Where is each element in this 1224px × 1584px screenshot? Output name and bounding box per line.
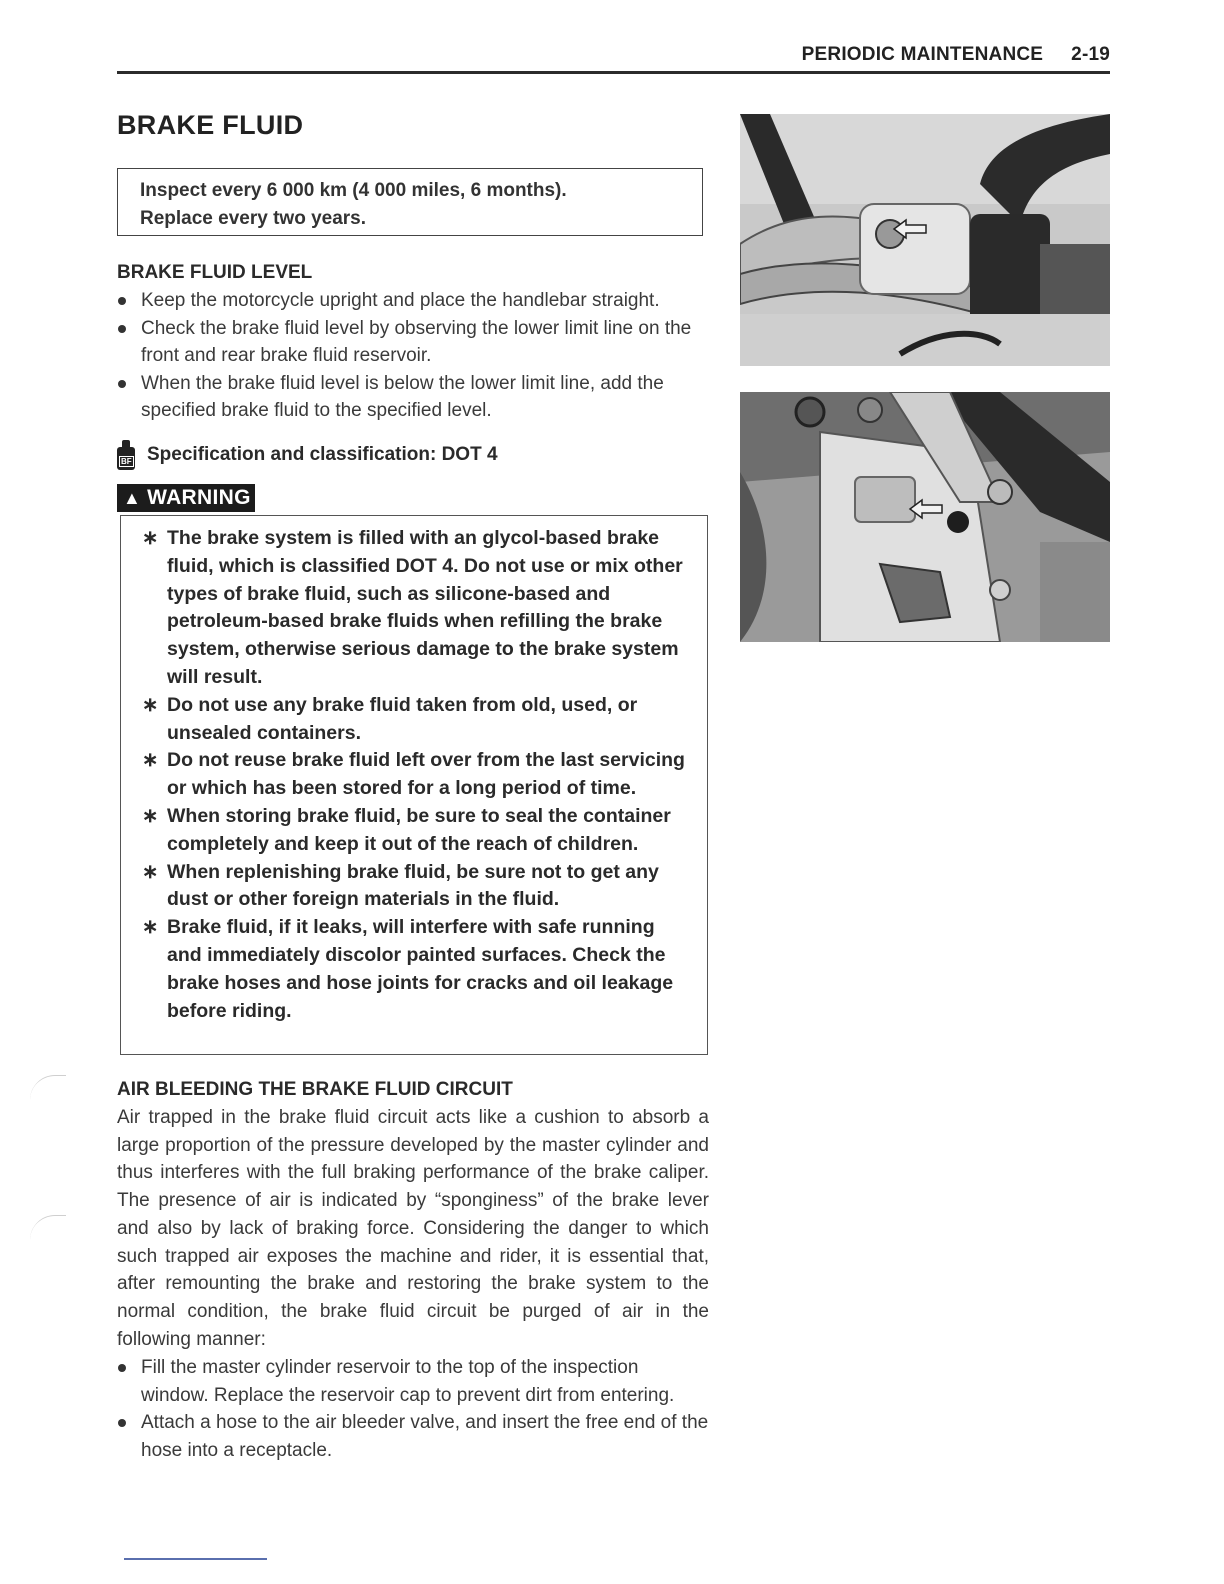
inspection-interval-box (117, 168, 703, 236)
page-title: BRAKE FLUID (117, 110, 304, 140)
arrow-left-icon (908, 498, 944, 520)
replacement-interval-text: Replace every two years. (140, 208, 367, 229)
list-item: Keep the motorcycle upright and place the handlebar straight. (117, 287, 709, 315)
warning-item: ∗ The brake system is filled with an glycol-based brake fluid, which is classified DOT 4. Do not use or mix other types of brake fluid, such as silicone-based and petroleum-based brake fluids when refilling the brake system, otherwise serious damage to the brake system will result. (140, 525, 685, 692)
level-heading: BRAKE FLUID LEVEL (117, 262, 313, 283)
warning-item: ∗ When replenishing brake fluid, be sure not to get any dust or other foreign materials in the fluid. (140, 859, 685, 915)
header-rule (117, 71, 1110, 74)
spec-line (117, 440, 498, 470)
bleeding-paragraph: Air trapped in the brake fluid circuit acts like a cushion to absorb a large proportion of the pressure developed by the master cylinder and thus interferes with the full braking performance of the brake caliper. The presence of air is indicated by “sponginess” of the brake lever and also by lack of braking force. Considering the danger to which such trapped air exposes the machine and rider, it is essential that, after remounting the brake and restoring the brake system to the normal condition, the brake fluid circuit be purged of air in the following manner: (117, 1107, 709, 1350)
brake-fluid-bottle-icon (117, 440, 135, 470)
warning-label-text: WARNING (147, 486, 251, 509)
rear-brake-reservoir-photo (740, 392, 1110, 642)
warning-list (140, 525, 685, 1025)
page-number: 2-19 (1071, 44, 1110, 65)
warning-item: ∗ Do not reuse brake fluid left over from the last servicing or which has been stored for a long period of time. (140, 747, 685, 803)
warning-label (117, 484, 255, 512)
arrow-left-icon (892, 218, 928, 240)
warning-item: ∗ Brake fluid, if it leaks, will interfere with safe running and immediately discolor painted surfaces. Check the brake hoses and hose joints for cracks and oil leakage before riding. (140, 914, 685, 1025)
list-item: When the brake fluid level is below the lower limit line, add the specified brake fluid to the specified level. (117, 370, 709, 425)
level-bullet-list (117, 287, 709, 425)
running-header (117, 44, 1110, 70)
list-item: Check the brake fluid level by observing the lower limit line on the front and rear brake fluid reservoir. (117, 315, 709, 370)
bleeding-heading: AIR BLEEDING THE BRAKE FLUID CIRCUIT (117, 1079, 513, 1100)
inspection-interval-text: Inspect every 6 000 km (4 000 miles, 6 months). (140, 180, 567, 201)
section-title: PERIODIC MAINTENANCE (801, 44, 1044, 65)
warning-triangle-icon: ▲ (123, 487, 142, 508)
warning-item: ∗ When storing brake fluid, be sure to seal the container completely and keep it out of the reach of children. (140, 803, 685, 859)
front-brake-reservoir-photo (740, 114, 1110, 366)
bleeding-bullet-list (117, 1354, 709, 1464)
margin-mark (30, 1215, 66, 1240)
bf-icon-label: BF (121, 457, 132, 466)
warning-item: ∗ Do not use any brake fluid taken from old, used, or unsealed containers. (140, 692, 685, 748)
list-item: Attach a hose to the air bleeder valve, and insert the free end of the hose into a receptacle. (117, 1409, 709, 1464)
list-item: Fill the master cylinder reservoir to the top of the inspection window. Replace the reservoir cap to prevent dirt from entering. (117, 1354, 709, 1409)
margin-mark (30, 1075, 66, 1100)
spec-text: Specification and classification: DOT 4 (147, 444, 498, 465)
footer-rule (124, 1558, 267, 1560)
